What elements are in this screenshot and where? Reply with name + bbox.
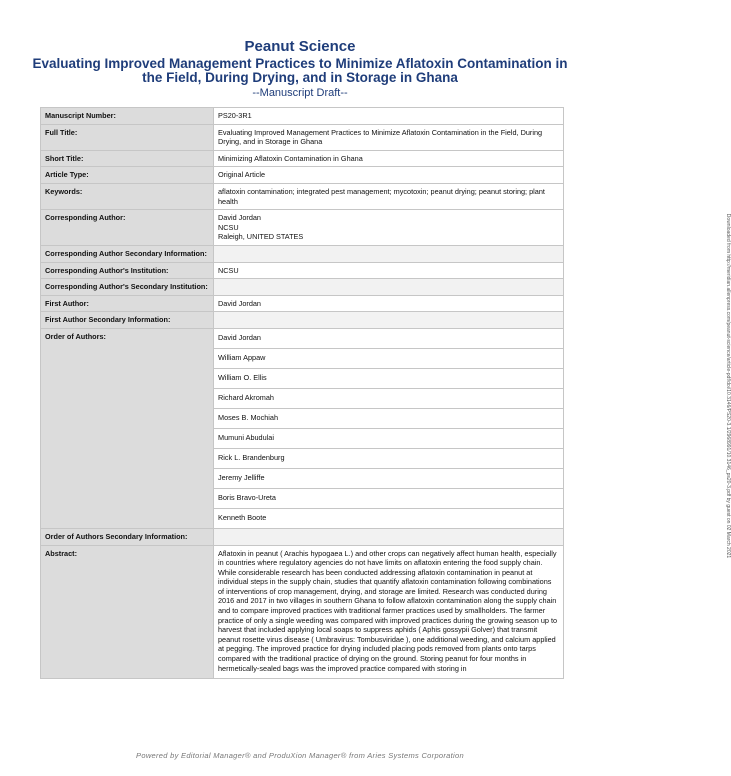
author-entry: Kenneth Boote	[214, 508, 564, 528]
author-entry: Mumuni Abudulai	[214, 428, 564, 448]
author-entry: Richard Akromah	[214, 388, 564, 408]
author-entry: William O. Ellis	[214, 368, 564, 388]
corr-secondary-institution	[214, 279, 564, 296]
field-label: Corresponding Author's Institution:	[41, 262, 214, 279]
table-row	[41, 528, 564, 545]
download-watermark: Downloaded from http://meridian.allenpress.com/peanut-science/article-pdf/doi/10.3146/PS20-3.1/2968991/10.3146_ps20-3.pdf by guest on 02 March 2021	[725, 213, 731, 559]
order-secondary-info	[214, 528, 564, 545]
field-label: First Author Secondary Information:	[41, 312, 214, 329]
table-row	[41, 245, 564, 262]
table-row	[41, 167, 564, 184]
footer-credit: Powered by Editorial Manager® and ProduXion Manager® from Aries Systems Corporation	[136, 751, 464, 760]
field-label: Short Title:	[41, 150, 214, 167]
author-entry: Moses B. Mochiah	[214, 408, 564, 428]
table-row	[41, 545, 564, 678]
table-row	[41, 295, 564, 312]
field-label: Order of Authors Secondary Information:	[41, 528, 214, 545]
author-entry: Jeremy Jelliffe	[214, 468, 564, 488]
table-row	[41, 124, 564, 150]
author-entry: Boris Bravo-Ureta	[214, 488, 564, 508]
table-row	[41, 183, 564, 209]
corresponding-author	[214, 210, 564, 246]
field-label: Article Type:	[41, 167, 214, 184]
field-label: Corresponding Author Secondary Information:	[41, 245, 214, 262]
table-row	[41, 210, 564, 246]
author-institution: NCSU	[218, 222, 239, 232]
corr-institution: NCSU	[214, 262, 564, 279]
manuscript-metadata-table	[40, 107, 564, 679]
field-label: Abstract:	[41, 545, 214, 678]
abstract-text: Aflatoxin in peanut ( Arachis hypogaea L.) and other crops can negatively affect human health, especially in countries where regulatory agencies do not have limits on aflatoxin entering the food supply chain. While considerable research has been conducted addressing aflatoxin contamination in peanut at individual steps in the supply chain, studies that quantify aflatoxin contamination following combinations of interventions of crop management, drying, and storage are limited. Research was conducted during 2016 and 2017 in two villages in southern Ghana to follow aflatoxin contamination along the supply chain and to compare improved practices with traditional farmer practices used by smallholders. The farmer practice of only a single weeding was compared with improved practices during the growing season up to harvest that included applying local soaps to suppress aphids ( Aphis gossypii Golver) that transmit peanut rosette virus disease ( Umbravirus: Tombusviridae ), one additional weeding, and calcium applied at pegging. The improved practice for drying included placing pods removed from plants onto tarps compared with the traditional practice of drying on the ground. Storing peanut for four months in hermetically-sealed bags was the improved practice compared with storing in	[218, 548, 558, 673]
table-row	[41, 328, 564, 348]
field-label: Corresponding Author:	[41, 210, 214, 246]
first-author: David Jordan	[214, 295, 564, 312]
field-label: First Author:	[41, 295, 214, 312]
draft-label: --Manuscript Draft--	[252, 87, 348, 99]
keywords: aflatoxin contamination; integrated pest management; mycotoxin; peanut drying; peanut storing; plant health	[214, 183, 564, 209]
full-title: Evaluating Improved Management Practices to Minimize Aflatoxin Contamination in the Field, During Drying, and in Storage in Ghana	[214, 124, 564, 150]
field-label: Order of Authors:	[41, 328, 214, 528]
field-label: Full Title:	[41, 124, 214, 150]
field-label: Keywords:	[41, 183, 214, 209]
author-entry: Rick L. Brandenburg	[214, 448, 564, 468]
field-label: Corresponding Author's Secondary Institution:	[41, 279, 214, 296]
field-label: Manuscript Number:	[41, 108, 214, 125]
table-row	[41, 312, 564, 329]
manuscript-number: PS20-3R1	[214, 108, 564, 125]
corr-secondary-info	[214, 245, 564, 262]
author-location: Raleigh, UNITED STATES	[218, 232, 304, 242]
journal-name: Peanut Science	[244, 38, 356, 55]
abstract-cell	[214, 545, 564, 678]
author-name: David Jordan	[218, 213, 261, 223]
manuscript-title: Evaluating Improved Management Practices to Minimize Aflatoxin Contamination in the Field, During Drying, and in Storage in Ghana	[32, 56, 568, 85]
article-type: Original Article	[214, 167, 564, 184]
table-row	[41, 279, 564, 296]
author-entry: William Appaw	[214, 348, 564, 368]
short-title: Minimizing Aflatoxin Contamination in Ghana	[214, 150, 564, 167]
author-entry: David Jordan	[214, 328, 564, 348]
first-author-secondary	[214, 312, 564, 329]
table-row	[41, 262, 564, 279]
table-row	[41, 150, 564, 167]
table-row	[41, 108, 564, 125]
